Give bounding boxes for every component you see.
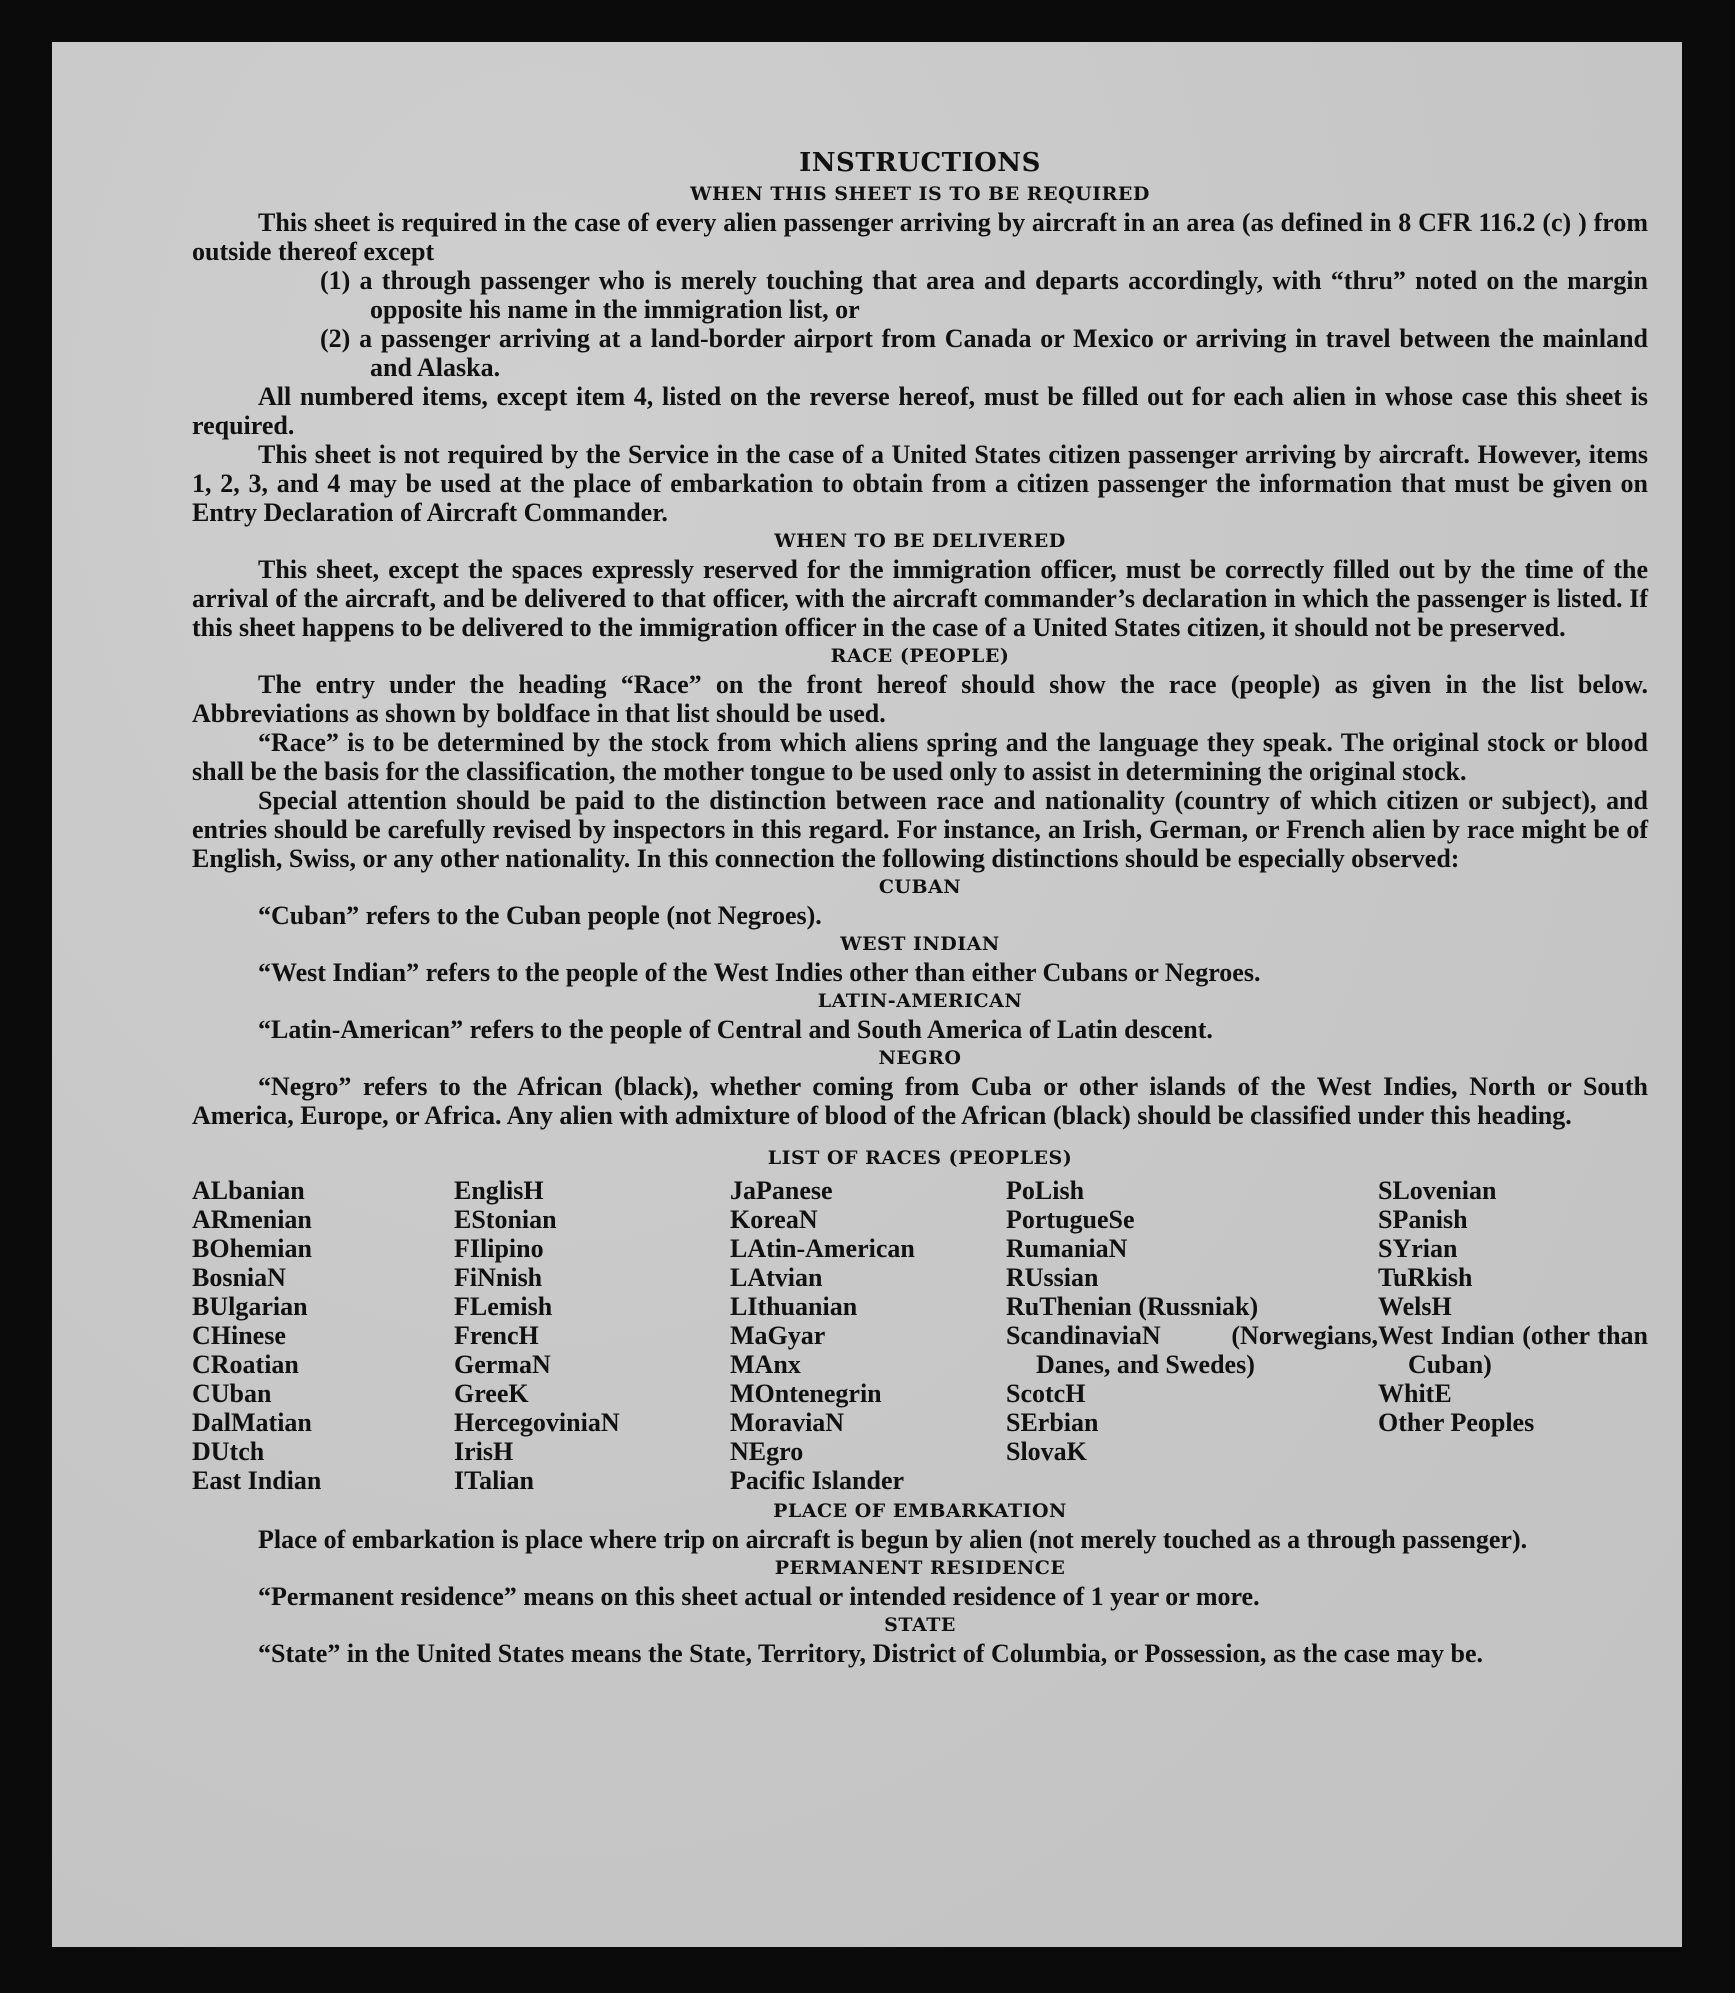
heading-state: STATE (884, 1614, 956, 1636)
race-item: FIlipino (454, 1234, 544, 1263)
race-item: MoraviaN (730, 1408, 845, 1437)
race-item: ARmenian (192, 1205, 312, 1234)
heading-race: RACE (PEOPLE) (830, 645, 1010, 667)
paragraph: “Race” is to be determined by the stock from which aliens spring and the language they speak. The original stock or blood shall be the basis for the classification, the mother tongue to be used only to assist in determining the original stock. (192, 728, 1648, 786)
heading-cuban: CUBAN (878, 876, 962, 898)
races-column (454, 1176, 730, 1495)
race-item: CHinese (192, 1321, 286, 1350)
race-item: PortugueSe (1006, 1205, 1135, 1234)
race-item: JaPanese (730, 1176, 833, 1205)
race-item: LIthuanian (730, 1292, 858, 1321)
race-item: RumaniaN (1006, 1234, 1128, 1263)
race-item: SPanish (1378, 1205, 1468, 1234)
race-item: Pacific Islander (730, 1466, 905, 1495)
heading-embarkation: PLACE OF EMBARKATION (773, 1500, 1067, 1522)
race-item: WhitE (1378, 1379, 1452, 1408)
race-item: RUssian (1006, 1263, 1099, 1292)
race-item: ITalian (454, 1466, 534, 1495)
definition-cuban: “Cuban” refers to the Cuban people (not Negroes). (258, 901, 822, 930)
race-item: KoreaN (730, 1205, 818, 1234)
race-item: SErbian (1006, 1408, 1099, 1437)
race-item: East Indian (192, 1466, 322, 1495)
race-item: West Indian (other than Cuban) (1378, 1321, 1648, 1379)
heading-west-indian: WEST INDIAN (840, 933, 1000, 955)
race-item: LAtvian (730, 1263, 823, 1292)
races-column (1006, 1176, 1378, 1495)
race-item: SLovenian (1378, 1176, 1497, 1205)
race-item: Other Peoples (1378, 1408, 1535, 1437)
race-item: SYrian (1378, 1234, 1458, 1263)
race-item: BUlgarian (192, 1292, 308, 1321)
race-item: NEgro (730, 1437, 804, 1466)
race-item: ALbanian (192, 1176, 305, 1205)
races-list (192, 1176, 1648, 1495)
paragraph: This sheet is required in the case of every alien passenger arriving by aircraft in an area (as defined in 8 CFR 116.2 (c) ) from outside thereof except (192, 208, 1648, 266)
race-item: WelsH (1378, 1292, 1452, 1321)
page-title: INSTRUCTIONS (799, 148, 1041, 178)
race-item: BosniaN (192, 1263, 286, 1292)
paragraph: Place of embarkation is place where trip on aircraft is begun by alien (not merely touched as a through passenger). (258, 1525, 1528, 1554)
race-item: FiNnish (454, 1263, 543, 1292)
document-page (52, 42, 1682, 1947)
race-item: CRoatian (192, 1350, 299, 1379)
race-item: FLemish (454, 1292, 553, 1321)
instructions-content (192, 146, 1648, 1668)
race-item: MOntenegrin (730, 1379, 882, 1408)
race-item: BOhemian (192, 1234, 312, 1263)
exception-item-1: (1) a through passenger who is merely touching that area and departs accordingly, with “thru” noted on the margin opposite his name in the immigration list, or (320, 266, 1648, 324)
race-item: EnglisH (454, 1176, 544, 1205)
race-item: ScotcH (1006, 1379, 1086, 1408)
heading-negro: NEGRO (878, 1047, 962, 1069)
definition-latin-american: “Latin-American” refers to the people of Central and South America of Latin descent. (258, 1015, 1213, 1044)
race-item: IrisH (454, 1437, 514, 1466)
definition-west-indian: “West Indian” refers to the people of the West Indies other than either Cubans or Negroes. (258, 958, 1261, 987)
paragraph: All numbered items, except item 4, listed on the reverse hereof, must be filled out for each alien in whose case this sheet is required. (192, 382, 1648, 440)
race-item: HercegoviniaN (454, 1408, 620, 1437)
race-item: LAtin-American (730, 1234, 915, 1263)
paragraph: “Permanent residence” means on this sheet actual or intended residence of 1 year or more. (258, 1582, 1260, 1611)
race-item: CUban (192, 1379, 272, 1408)
race-item: TuRkish (1378, 1263, 1473, 1292)
definition-negro: “Negro” refers to the African (black), whether coming from Cuba or other islands of the West Indies, North or South America, Europe, or Africa. Any alien with admixture of blood of the African (black) should be classified under this heading. (192, 1072, 1648, 1130)
race-item: MaGyar (730, 1321, 826, 1350)
race-item: DUtch (192, 1437, 265, 1466)
paragraph: The entry under the heading “Race” on the front hereof should show the race (people) as given in the list below. Abbreviations as shown by boldface in that list should be used. (192, 670, 1648, 728)
exception-item-2: (2) a passenger arriving at a land-border airport from Canada or Mexico or arriving in travel between the mainland and Alaska. (320, 324, 1648, 382)
paragraph: “State” in the United States means the State, Territory, District of Columbia, or Possession, as the case may be. (258, 1639, 1484, 1668)
heading-permanent-residence: PERMANENT RESIDENCE (774, 1557, 1066, 1579)
race-item: GermaN (454, 1350, 551, 1379)
race-item: SlovaK (1006, 1437, 1087, 1466)
paragraph: This sheet, except the spaces expressly reserved for the immigration officer, must be correctly filled out by the time of the arrival of the aircraft, and be delivered to that officer, with the aircraft commander’s declaration in which the passenger is listed. If this sheet happens to be delivered to the immigration officer in the case of a United States citizen, it should not be preserved. (192, 555, 1648, 642)
race-item: EStonian (454, 1205, 557, 1234)
race-item: GreeK (454, 1379, 529, 1408)
races-column (192, 1176, 454, 1495)
heading-when-delivered: WHEN TO BE DELIVERED (774, 530, 1066, 552)
race-item: DalMatian (192, 1408, 312, 1437)
paragraph: This sheet is not required by the Service in the case of a United States citizen passenger arriving by aircraft. However, items 1, 2, 3, and 4 may be used at the place of embarkation to obtain from a citizen passenger the information that must be given on Entry Declaration of Aircraft Commander. (192, 440, 1648, 527)
paragraph: Special attention should be paid to the distinction between race and nationality (country of which citizen or subject), and entries should be carefully revised by inspectors in this regard. For instance, an Irish, German, or French alien by race might be of English, Swiss, or any other nationality. In this connection the following distinctions should be especially observed: (192, 786, 1648, 873)
heading-list-of-races: LIST OF RACES (PEOPLES) (767, 1147, 1073, 1169)
races-column (1378, 1176, 1648, 1495)
heading-when-required: WHEN THIS SHEET IS TO BE REQUIRED (690, 183, 1150, 205)
race-item: FrencH (454, 1321, 539, 1350)
heading-latin-american: LATIN-AMERICAN (817, 990, 1023, 1012)
race-item: PoLish (1006, 1176, 1085, 1205)
races-column (730, 1176, 1006, 1495)
race-item: ScandinaviaN (Norwegians, Danes, and Swedes) (1006, 1321, 1378, 1379)
race-item: MAnx (730, 1350, 801, 1379)
race-item: RuThenian (Russniak) (1006, 1292, 1259, 1321)
